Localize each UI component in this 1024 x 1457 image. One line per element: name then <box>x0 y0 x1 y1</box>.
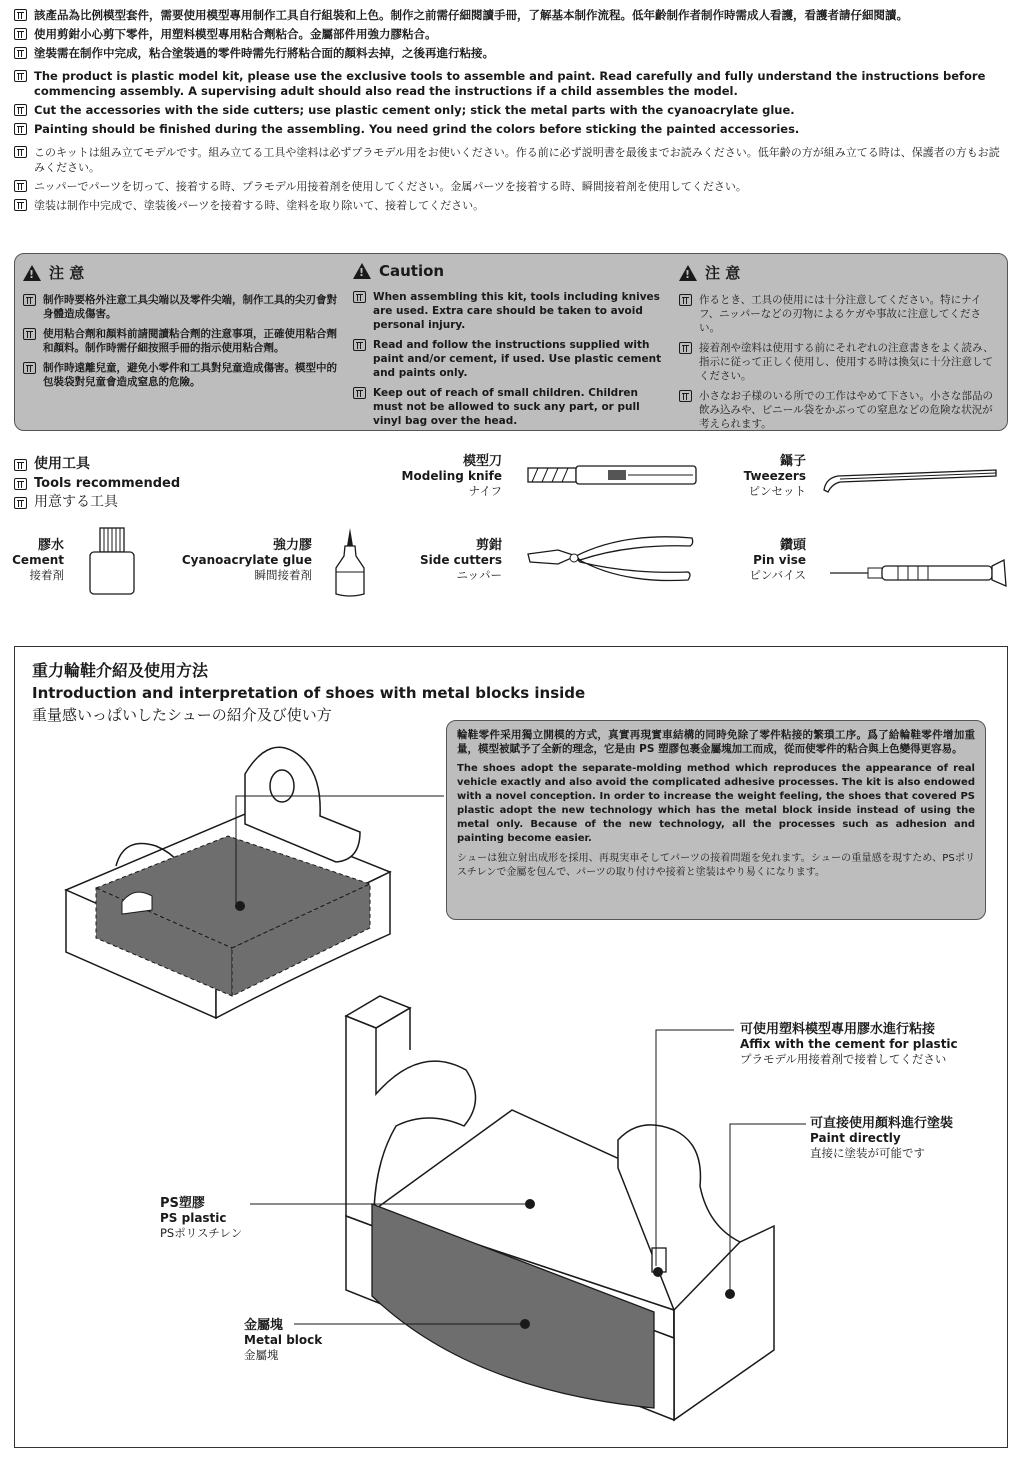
caution-title-jp: 注 意 <box>705 264 741 282</box>
shoe-section-title: 重力輪鞋介紹及使用方法 Introduction and interpretation of shoes with metal blocks inside 重量感いっぱいしたシューの紹介及び使い方 <box>32 661 586 724</box>
note-zh-3: 塗裝需在制作中完成，粘合塗裝過的零件時需先行將粘合面的顏料去掉，之後再進行粘接。 <box>14 46 1004 61</box>
caution-title-en: Caution <box>379 262 445 280</box>
callout-paint: 可直接使用顏料進行塗裝 Paint directly 直接に塗装が可能です <box>810 1116 954 1160</box>
note-jp-3: 塗装は制作中完成で、塗装後パーツを接着する時、塗料を取り除いて、接着してください。 <box>14 198 1004 213</box>
shoe-info-box: 輪鞋零件采用獨立開模的方式，真實再現實車結構的同時免除了零件粘接的繁瑣工序。爲了給輪鞋零件增加重量，模型被賦予了全新的理念，它是由 PS 塑膠包裹金屬塊加工而成，從而使零件的粘合與上色變得更容易。 The shoes adopt the separate-molding method which reproduces the appearance of real vehicle exactly and also avoid the complicated adhesive processes. The kit is also endowed with a novel conception. In order to increase the weight feeling, the shoes that covered PS plastic adopt the new technology which has the metal block inside instead of using the metal only. Because of the new technology, all the processes such as adhesion and painting become easier. シューは独立射出成形を採用、再現実車そしてパーツの接着問題を免れます。シューの重量感を現すため、PSポリスチレンで金屬を包んで、パーツの取り付けや接着と塗装はやり易くになります。 <box>446 720 986 920</box>
tool-label-pinvise: 鑽頭 Pin vise ピンバイス <box>749 538 806 582</box>
note-jp-1: このキットは組み立てモデルです。組み立てる工具や塗料は必ずプラモデル用をお使いください。作る前に必ず説明書を最後までお読みください。低年齢の方が組み立てる時は、保護者の方もお読みください。 <box>14 145 1004 175</box>
caution-column-jp: ! 注 意 作るとき、工具の使用には十分注意してください。特にナイフ、ニッパーなどの刃物によるケガや事故に注意してください。 接着剤や塗料は使用する前にそれぞれの注意書きをよく読み、指示に従って正しく使用し、使用する時は換気に十分注意してください。 小さなお子様のいる所での工作はやめて下さい。小さな部品の飲み込みや、ビニール袋をかぶっての窒息などの危険な状況が考えられます。 <box>679 262 999 437</box>
callout-affix: 可使用塑料模型專用膠水進行粘接 Affix with the cement for plastic プラモデル用接着剤で接着してください <box>740 1022 958 1066</box>
caution-column-en: ! Caution When assembling this kit, tools including knives are used. Extra care should be taken to avoid personal injury. Read and follow the instructions supplied with paint and/or cement, if used. Use plastic cement and paints only. Keep out of reach of small children. Children must not be allowed to suck any part, or pull vinyl bag over the head. <box>353 262 663 434</box>
tool-label-tweezers: 鑷子 Tweezers ピンセット <box>743 454 806 498</box>
callout-metal-block: 金屬塊 Metal block 金屬塊 <box>244 1318 323 1362</box>
caution-title-zh: 注 意 <box>49 264 85 282</box>
tool-label-knife: 模型刀 Modeling knife ナイフ <box>401 454 502 498</box>
note-jp-2: ニッパーでパーツを切って、接着する時、プラモデル用接着剤を使用してください。金属パーツを接着する時、瞬間接着剤を使用してください。 <box>14 179 1004 194</box>
note-en-1: The product is plastic model kit, please use the exclusive tools to assemble and paint. Read carefully and fully understand the instructions before commencing assembly. A supervising adult should also read the instructions if a child assembles the model. <box>14 69 1004 99</box>
tool-label-cutters: 剪鉗 Side cutters ニッパー <box>420 538 502 582</box>
tools-heading: 使用工具 Tools recommended 用意する工具 <box>14 455 180 512</box>
tool-label-glue: 強力膠 Cyanoacrylate glue 瞬間接着剤 <box>181 538 312 582</box>
note-en-3: Painting should be finished during the assembling. You need grind the colors before sticking the painted accessories. <box>14 122 1004 137</box>
note-zh-2: 使用剪鉗小心剪下零件，用塑料模型專用粘合劑粘合。金屬部件用強力膠粘合。 <box>14 27 1004 42</box>
callout-ps-plastic: PS塑膠 PS plastic PSポリスチレン <box>160 1196 243 1240</box>
note-zh-1: 該產品為比例模型套件，需要使用模型專用制作工具自行組裝和上色。制作之前需仔細閱讀手冊，了解基本制作流程。低年齡制作者制作時需成人看護，看護者請仔細閱讀。 <box>14 8 1004 23</box>
note-en-2: Cut the accessories with the side cutters; use plastic cement only; stick the metal parts with the cyanoacrylate glue. <box>14 103 1004 118</box>
tool-label-cement: 膠水 Cement 接着剤 <box>12 538 64 582</box>
caution-column-zh: ! 注 意 制作時要格外注意工具尖端以及零件尖端，制作工具的尖刃會對身體造成傷害。 使用粘合劑和顏料前請閱讀粘合劑的注意事項，正確使用粘合劑和顏料。制作時需仔細按照手冊的指示使用粘合劑。 制作時遠離兒童，避免小零件和工具對兒童造成傷害。模型中的包裝袋對兒童會造成窒息的危險。 <box>23 262 345 395</box>
